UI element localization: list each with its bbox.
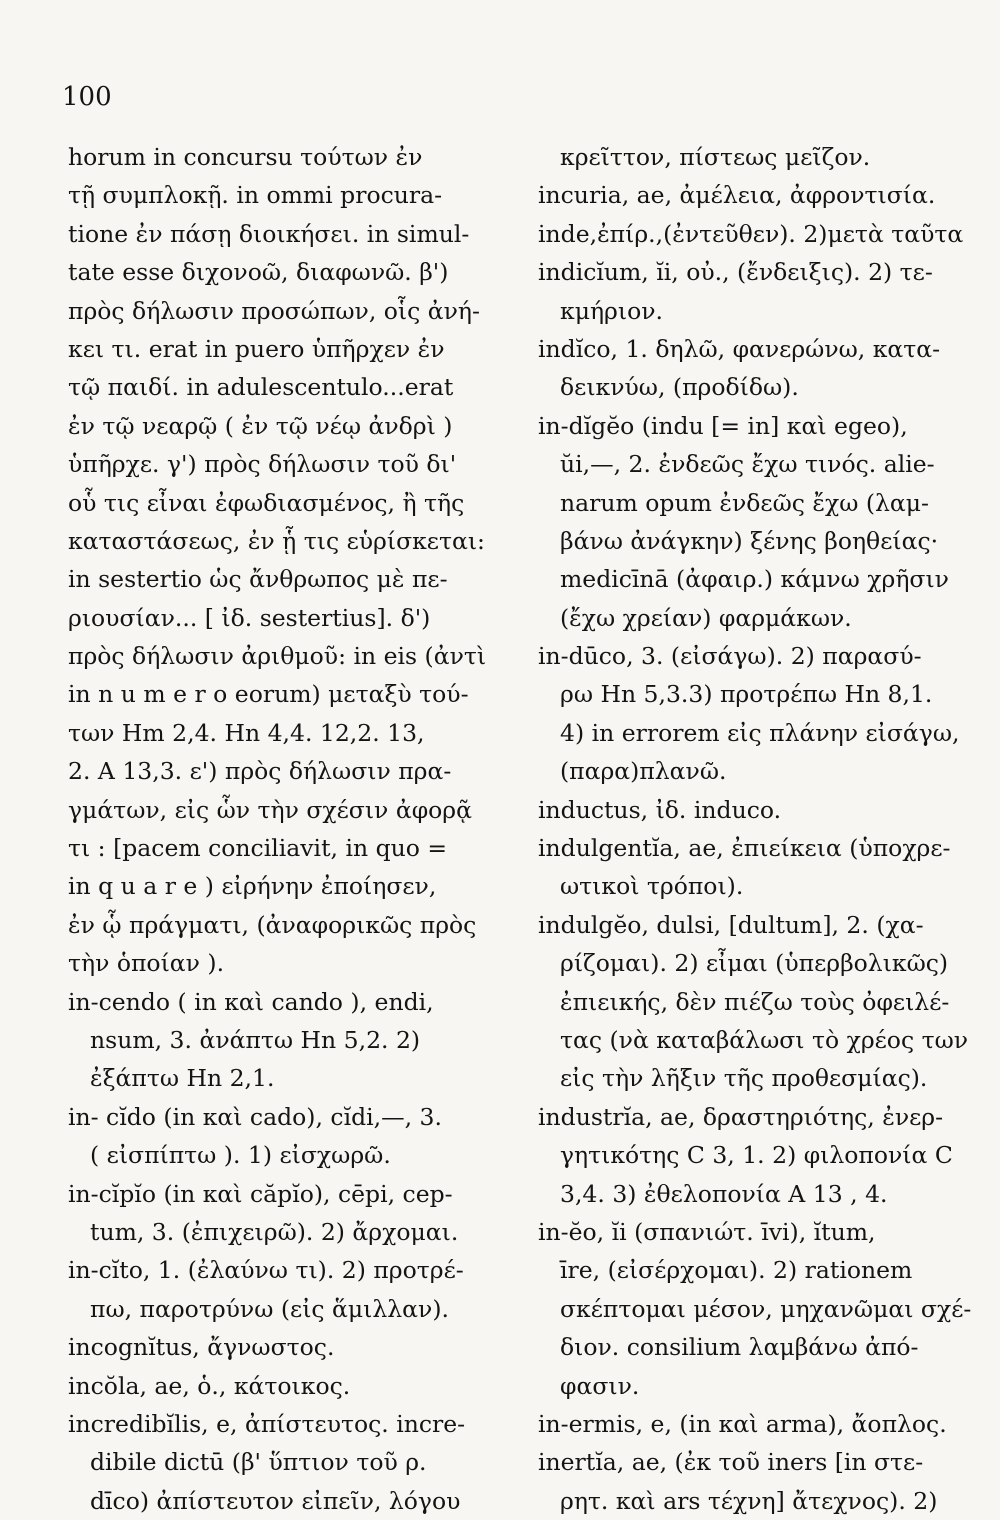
text-line: εἰς τὴν λῆξιν τῆς προθεσμίας). bbox=[560, 1064, 928, 1093]
text-line: in- cĭdo (in καὶ cado), cĭdi,—, 3. bbox=[68, 1102, 442, 1131]
text-line: καταστάσεως, ἐν ᾗ τις εὑρίσκεται: bbox=[68, 526, 485, 555]
text-line: inertĭa, ae, (ἐκ τοῦ iners [in στε- bbox=[538, 1448, 924, 1477]
text-line: κμήριον. bbox=[560, 296, 663, 325]
text-line: ( εἰσπίπτω ). 1) εἰσχωρῶ. bbox=[90, 1141, 391, 1170]
text-line: φασιν. bbox=[560, 1371, 640, 1400]
text-line: οὗ τις εἶναι ἐφωδιασμένος, ἢ τῆς bbox=[68, 488, 465, 517]
text-line: inductus, ἰδ. induco. bbox=[538, 795, 782, 824]
text-line: incuria, ae, ἀμέλεια, ἀφροντισία. bbox=[538, 181, 936, 210]
text-line: ωτικοὶ τρόποι). bbox=[560, 872, 744, 901]
text-line: σκέπτομαι μέσον, μηχανῶμαι σχέ- bbox=[560, 1294, 972, 1323]
text-line: τῷ παιδί. in adulescentulo...erat bbox=[68, 373, 454, 402]
text-line: (παρα)πλανῶ. bbox=[560, 757, 727, 786]
page-number: 100 bbox=[62, 82, 112, 112]
text-line: κει τι. erat in puero ὑπῆρχεν ἐν bbox=[68, 334, 445, 363]
text-line: in-dĭgĕo (indu [= in] καὶ egeo), bbox=[538, 411, 908, 440]
text-line: 3,4. 3) ἐθελοπονία A 13 , 4. bbox=[560, 1179, 888, 1208]
text-line: incognĭtus, ἄγνωστος. bbox=[68, 1333, 335, 1362]
text-line: tione ἐν πάσῃ διοικήσει. in simul- bbox=[68, 219, 470, 248]
text-line: ριουσίαν... [ ἰδ. sestertius]. δ') bbox=[68, 603, 431, 632]
text-line: τας (νὰ καταβάλωσι τὸ χρέος των bbox=[560, 1025, 969, 1054]
text-line: πρὸς δήλωσιν ἀριθμοῦ: in eis (ἀντὶ bbox=[68, 642, 487, 671]
text-line: nsum, 3. ἀνάπτω Hn 5,2. 2) bbox=[90, 1025, 421, 1054]
text-line: in-ermis, e, (in καὶ arma), ἄοπλος. bbox=[538, 1409, 947, 1438]
text-line: γητικότης C 3, 1. 2) φιλοπονία C bbox=[560, 1141, 953, 1170]
right-column bbox=[538, 138, 978, 1520]
text-line: dīco) ἀπίστευτον εἰπεῖν, λόγου bbox=[90, 1486, 461, 1515]
text-line: πρὸς δήλωσιν προσώπων, οἷς ἀνή- bbox=[68, 296, 480, 325]
text-line: in q u a r e ) εἰρήνην ἐποίησεν, bbox=[68, 872, 437, 901]
text-line: indicĭum, ĭi, οὐ., (ἔνδειξις). 2) τε- bbox=[538, 258, 933, 287]
text-line: in-ĕo, ĭi (σπανιώτ. īvi), ĭtum, bbox=[538, 1217, 876, 1246]
text-line: narum opum ἐνδεῶς ἔχω (λαμ- bbox=[560, 488, 929, 517]
text-line: tum, 3. (ἐπιχειρῶ). 2) ἄρχομαι. bbox=[90, 1217, 459, 1246]
text-line: indulgĕo, dulsi, [dultum], 2. (χα- bbox=[538, 910, 924, 939]
text-line: in-cĭpĭo (in καὶ căpĭo), cēpi, cep- bbox=[68, 1179, 453, 1208]
text-line: 4) in errorem εἰς πλάνην εἰσάγω, bbox=[560, 718, 960, 747]
text-line: dibile dictū (β' ὕπτιον τοῦ ρ. bbox=[90, 1448, 427, 1477]
text-line: tate esse διχονοῶ, διαφωνῶ. β') bbox=[68, 258, 449, 287]
text-line: των Hm 2,4. Hn 4,4. 12,2. 13, bbox=[68, 718, 425, 747]
text-line: in-cĭto, 1. (ἐλαύνω τι). 2) προτρέ- bbox=[68, 1256, 464, 1285]
text-line: γμάτων, εἰς ὧν τὴν σχέσιν ἀφορᾷ bbox=[68, 795, 472, 824]
text-line: incredibĭlis, e, ἀπίστευτος. incre- bbox=[68, 1409, 466, 1438]
text-line: inde,ἐπίρ.,(ἐντεῦθεν). 2)μετὰ ταῦτα bbox=[538, 219, 964, 248]
text-line: in sestertio ὡς ἄνθρωπος μὲ πε- bbox=[68, 565, 448, 594]
text-line: κρεῖττον, πίστεως μεῖζον. bbox=[560, 143, 871, 171]
text-line: πω, παροτρύνω (εἰς ἅμιλλαν). bbox=[90, 1294, 449, 1323]
text-line: ρω Hn 5,3.3) προτρέπω Hn 8,1. bbox=[560, 680, 933, 709]
text-line: indulgentĭa, ae, ἐπιείκεια (ὑποχρε- bbox=[538, 834, 951, 863]
text-line: τι : [pacem conciliavit, in quo = bbox=[68, 834, 448, 863]
left-column bbox=[68, 138, 508, 1520]
text-line: βάνω ἀνάγκην) ξένης βοηθείας· bbox=[560, 526, 939, 555]
text-line: δεικνύω, (προδίδω). bbox=[560, 373, 799, 402]
text-line: ρητ. καὶ ars τέχνη] ἄτεχνος). 2) bbox=[560, 1486, 938, 1515]
text-line: in-dūco, 3. (εἰσάγω). 2) παρασύ- bbox=[538, 642, 922, 671]
text-line: indĭco, 1. δηλῶ, φανερώνω, κατα- bbox=[538, 334, 941, 363]
text-line: διον. consilium λαμβάνω ἀπό- bbox=[560, 1333, 919, 1362]
text-line: ἐν τῷ νεαρῷ ( ἐν τῷ νέῳ ἀνδρὶ ) bbox=[68, 411, 453, 440]
text-line: īre, (εἰσέρχομαι). 2) rationem bbox=[560, 1256, 913, 1285]
text-line: horum in concursu τούτων ἐν bbox=[68, 143, 423, 171]
text-line: ŭi,—, 2. ἐνδεῶς ἔχω τινός. alie- bbox=[560, 450, 935, 479]
text-line: ὑπῆρχε. γ') πρὸς δήλωσιν τοῦ δι' bbox=[68, 450, 457, 479]
text-line: ἐπιεικής, δὲν πιέζω τοὺς ὀφειλέ- bbox=[560, 987, 950, 1016]
text-line: τῇ συμπλοκῇ. in ommi procura- bbox=[68, 181, 443, 210]
text-line: 2. A 13,3. ε') πρὸς δήλωσιν πρα- bbox=[68, 757, 452, 786]
text-line: incŏla, ae, ὁ., κάτοικος. bbox=[68, 1371, 351, 1400]
text-line: (ἔχω χρείαν) φαρμάκων. bbox=[560, 603, 852, 632]
text-line: ρίζομαι). 2) εἶμαι (ὑπερβολικῶς) bbox=[560, 949, 949, 978]
text-line: industrĭa, ae, δραστηριότης, ἐνερ- bbox=[538, 1102, 944, 1131]
text-line: ἐν ᾧ πράγματι, (ἀναφορικῶς πρὸς bbox=[68, 910, 477, 939]
text-line: medicīnā (ἀφαιρ.) κάμνω χρῆσιν bbox=[560, 565, 949, 594]
text-line: τὴν ὁποίαν ). bbox=[68, 949, 225, 978]
text-line: in n u m e r o eorum) μεταξὺ τού- bbox=[68, 680, 469, 709]
text-line: ἐξάπτω Hn 2,1. bbox=[90, 1064, 275, 1093]
text-line: in-cendo ( in καὶ cando ), endi, bbox=[68, 987, 434, 1016]
